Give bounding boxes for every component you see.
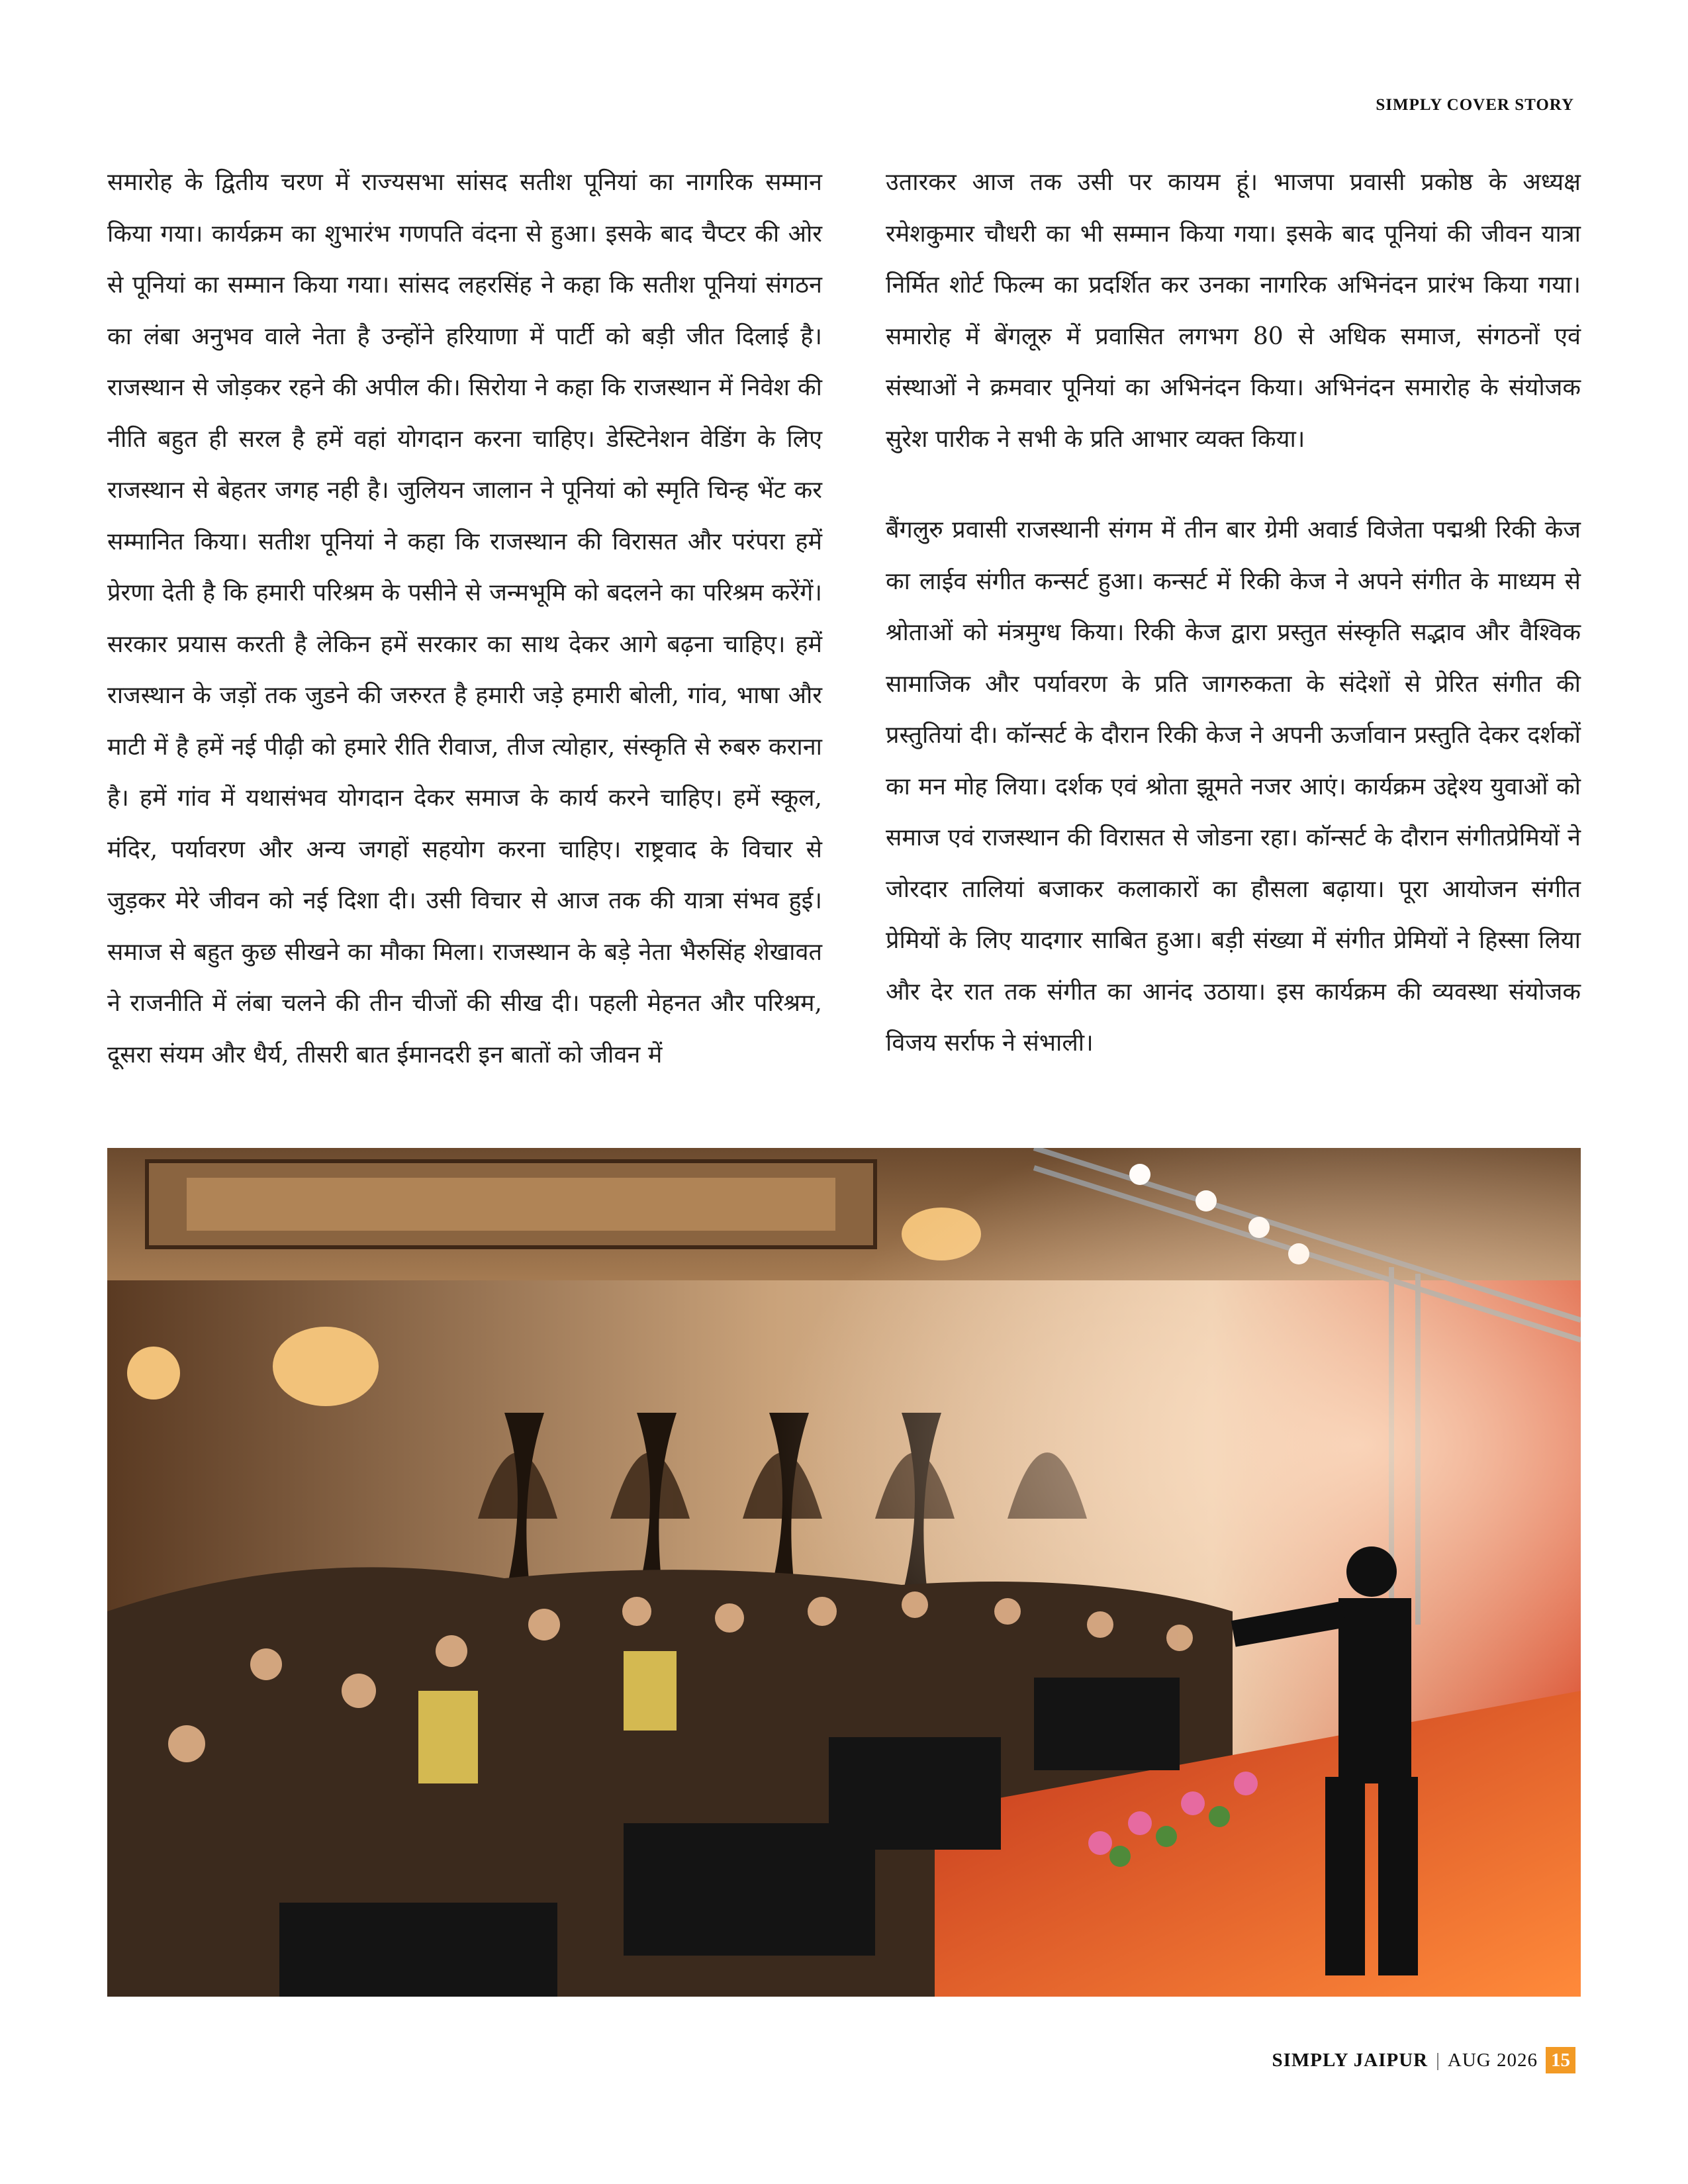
concert-photo (107, 1148, 1581, 1997)
article-paragraph: समारोह के द्वितीय चरण में राज्यसभा सांसद सतीश पूनियां का नागरिक सम्मान किया गया। कार्यक्रम का शुभारंभ गणपति वंदना से हुआ। इसके बाद चैप्टर की ओर से पूनियां का सम्मान किया गया। सांसद लहरसिंह ने कहा कि सतीश पूनियां संगठन का लंबा अनुभव वाले नेता है उन्होंने हरियाणा में पार्टी को बड़ी जीत दिलाई है। राजस्थान से जोड़कर रहने की अपील की। सिरोया ने कहा कि राजस्थान में निवेश की नीति बहुत ही सरल है हमें वहां योगदान करना चाहिए। डेस्टिनेशन वेडिंग के लिए राजस्थान से बेहतर जगह नही है। जुलियन जालान ने पूनियां को स्मृति चिन्ह भेंट कर सम्मानित किया। सतीश पूनियां ने कहा कि राजस्थान की विरासत और परंपरा हमें प्रेरणा देती है कि हमारी परिश्रम के पसीने से जन्मभूमि को बदलने का परिश्रम करेंगें। सरकार प्रयास करती है लेकिन हमें सरकार का साथ देकर आगे बढ़ना चाहिए। हमें राजस्थान के जड़ों तक जुडने की जरुरत है हमारी जड़े हमारी बोली, गांव, भाषा और माटी में है हमें नई पीढ़ी को हमारे रीति रीवाज, तीज त्योहार, संस्कृति से रुबरु कराना है। हमें गांव में यथासंभव योगदान देकर समाज के कार्य करने चाहिए। हमें स्कूल, मंदिर, पर्यावरण और अन्य जगहों सहयोग करना चाहिए। राष्ट्रवाद के विचार से जुड़कर मेरे जीवन को नई दिशा दी। उसी विचार से आज तक की यात्रा संभव हुई। समाज से बहुत कुछ सीखने का मौका मिला। राजस्थान के बड़े नेता भैरुसिंह शेखावत ने राजनीति में लंबा चलने की तीन चीजों की सीख दी। पहली मेहनत और परिश्रम, दूसरा संयम और धैर्य, तीसरी बात ईमानदरी इन बातों को जीवन में (107, 169, 822, 1068)
footer-brand: SIMPLY JAIPUR (1272, 2049, 1429, 2071)
page-number: 15 (1546, 2047, 1575, 2073)
article-right-column (886, 157, 1581, 1069)
concert-photo-illustration (107, 1148, 1581, 1997)
footer-separator: | (1436, 2049, 1440, 2071)
footer-date: AUG 2026 (1447, 2049, 1538, 2071)
article-paragraph: बैंगलुरु प्रवासी राजस्थानी संगम में तीन बार ग्रेमी अवार्ड विजेता पद्मश्री रिकी केज का लाईव संगीत कन्सर्ट हुआ। कन्सर्ट में रिकी केज ने अपने संगीत के माध्यम से श्रोताओं को मंत्रमुग्ध किया। रिकी केज द्वारा प्रस्तुत संस्कृति सद्भाव और वैश्विक सामाजिक और पर्यावरण के प्रति जागरुकता के संदेशों से प्रेरित संगीत की प्रस्तुतियां दी। कॉन्सर्ट के दौरान रिकी केज ने अपनी ऊर्जावान प्रस्तुति देकर दर्शकों का मन मोह लिया। दर्शक एवं श्रोता झूमते नजर आएं। कार्यक्रम उद्देश्य युवाओं को समाज एवं राजस्थान की विरासत से जोडना रहा। कॉन्सर्ट के दौरान संगीतप्रेमियों ने जोरदार तालियां बजाकर कलाकारों का हौसला बढ़ाया। पूरा आयोजन संगीत प्रेमियों के लिए यादगार साबित हुआ। बड़ी संख्या में संगीत प्रेमियों ने हिस्सा लिया और देर रात तक संगीत का आनंद उठाया। इस कार्यक्रम की व्यवस्था संयोजक विजय सर्राफ ने संभाली। (886, 516, 1581, 1057)
section-label: SIMPLY COVER STORY (1376, 96, 1574, 114)
article-paragraph: उतारकर आज तक उसी पर कायम हूं। भाजपा प्रवासी प्रकोष्ठ के अध्यक्ष रमेशकुमार चौधरी का भी सम्मान किया गया। इसके बाद पूनियां की जीवन यात्रा निर्मित शोर्ट फिल्म का प्रदर्शित कर उनका नागरिक अभिनंदन प्रारंभ किया गया। समारोह में बेंगलूरु में प्रवासित लगभग 80 से अधिक समाज, संगठनों एवं संस्थाओं ने क्रमवार पूनियां का अभिनंदन किया। अभिनंदन समारोह के संयोजक सुरेश पारीक ने सभी के प्रति आभार व्यक्त किया। (886, 169, 1581, 453)
article-left-column (107, 157, 822, 1080)
page-footer (1272, 2047, 1575, 2073)
